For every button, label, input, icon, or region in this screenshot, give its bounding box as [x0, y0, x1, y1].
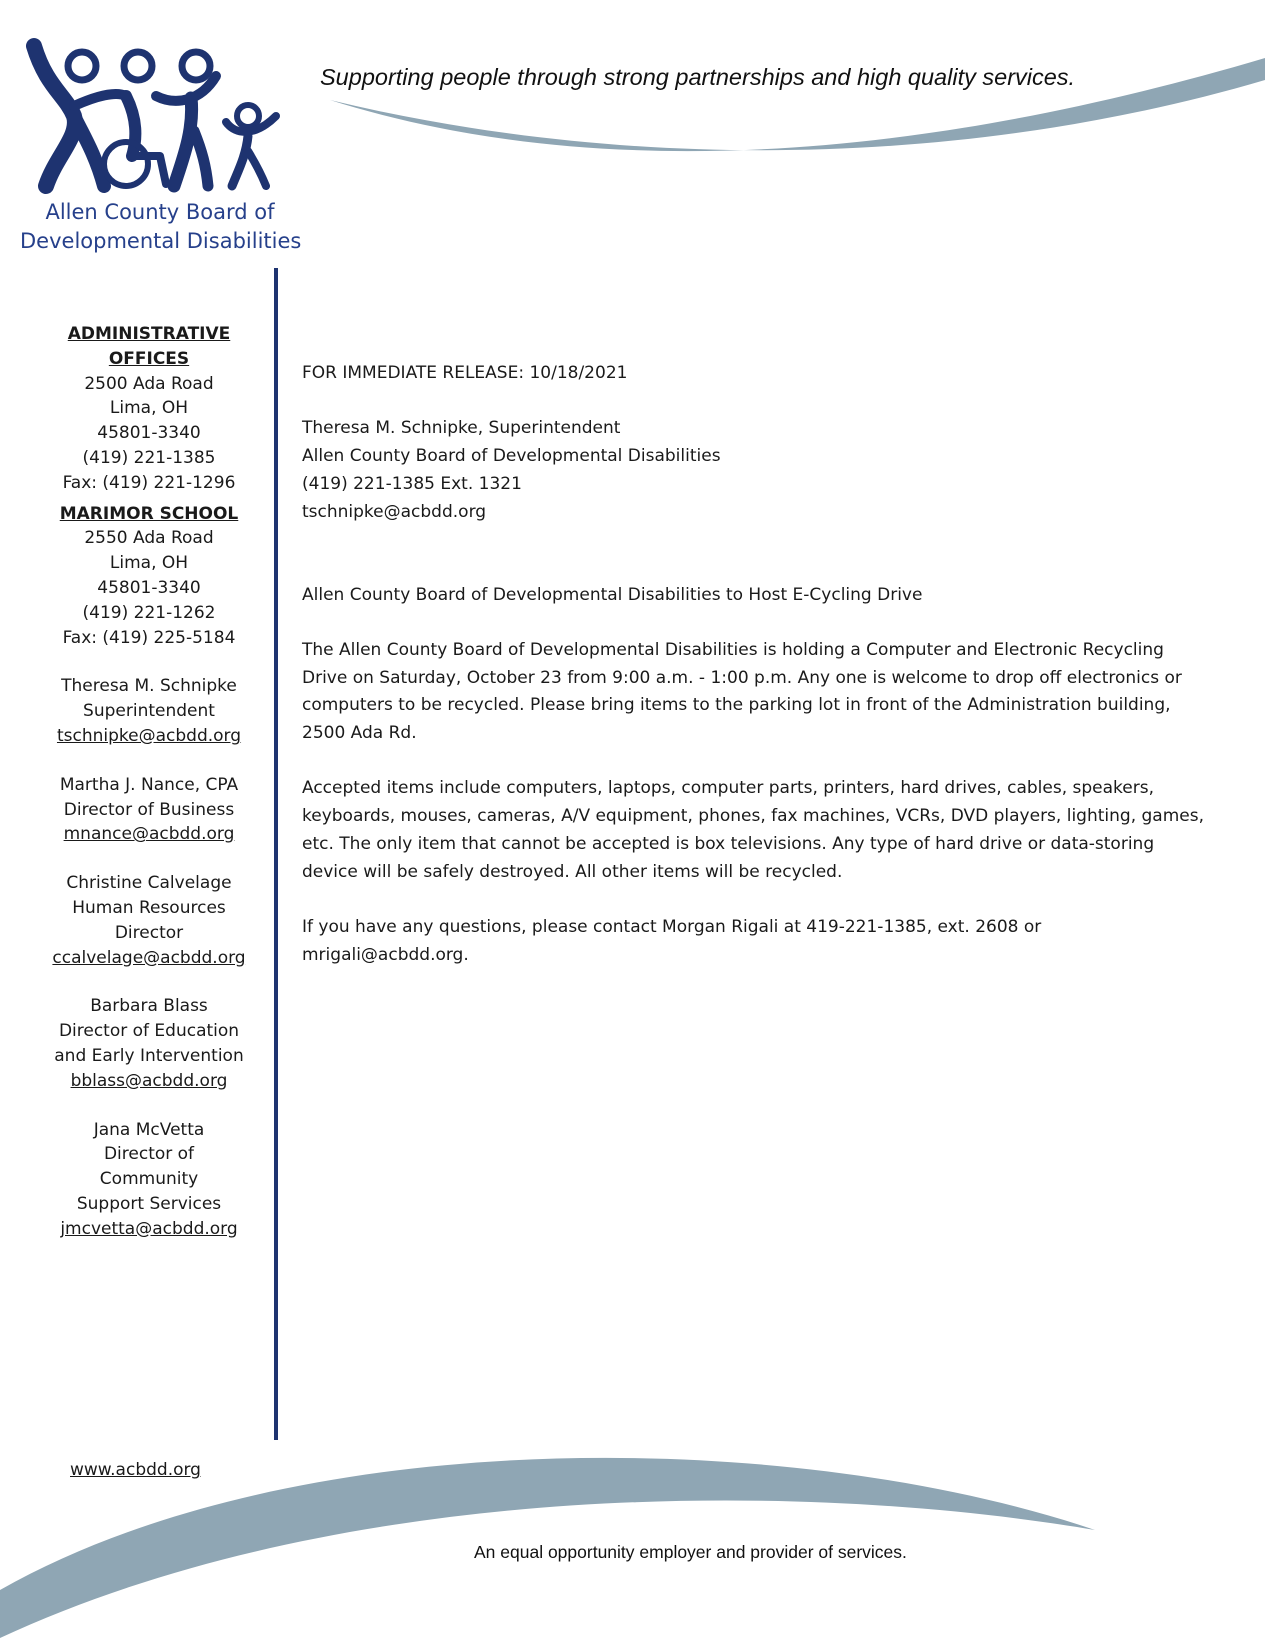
paragraph-line: keyboards, mouses, cameras, A/V equipment, phones, fax machines, VCRs, DVD players, lighting, games, [302, 806, 1204, 827]
admin-fax: Fax: (419) 221-1296 [62, 472, 236, 493]
organization-name [20, 198, 300, 256]
contact-email: tschnipke@acbdd.org [302, 501, 487, 522]
contact-title: Director of [103, 1144, 195, 1165]
contact-title: Director of Business [63, 799, 235, 820]
paragraph-line: If you have any questions, please contact Morgan Rigali at 419-221-1385, ext. 2608 or [302, 916, 1042, 937]
admin-offices-block [44, 322, 254, 496]
vertical-divider [274, 268, 278, 1440]
equal-opportunity-statement: An equal opportunity employer and provider of services. [474, 1542, 907, 1562]
contact-superintendent [44, 674, 254, 748]
admin-heading-line1: ADMINISTRATIVE [67, 324, 231, 344]
paragraph-line: The Allen County Board of Developmental Disabilities is holding a Computer and Electronic Recycling [302, 639, 1164, 660]
contact-title: Director of Education [58, 1021, 240, 1042]
contact-phone: (419) 221-1385 Ext. 1321 [302, 473, 522, 494]
contact-name: Theresa M. Schnipke [61, 676, 237, 697]
org-name-line2: Developmental Disabilities [20, 229, 302, 253]
press-release-body [302, 360, 1202, 997]
marimor-school-block [44, 502, 254, 651]
contact-community [44, 1118, 254, 1242]
admin-city: Lima, OH [109, 398, 189, 419]
contact-email-link[interactable]: mnance@acbdd.org [63, 824, 235, 845]
paragraph-line: computers to be recycled. Please bring items to the parking lot in front of the Administration building, [302, 695, 1171, 716]
contact-email-link[interactable]: bblass@acbdd.org [70, 1070, 228, 1091]
school-fax: Fax: (419) 225-5184 [62, 627, 236, 648]
contact-name: Christine Calvelage [66, 873, 232, 894]
school-zip: 45801-3340 [97, 577, 201, 598]
paragraph-line: mrigali@acbdd.org. [302, 944, 469, 965]
paragraph-1 [302, 637, 1202, 748]
contact-person: Theresa M. Schnipke, Superintendent [302, 418, 621, 439]
admin-zip: 45801-3340 [97, 423, 201, 444]
contact-name: Jana McVetta [93, 1119, 205, 1140]
contact-name: Martha J. Nance, CPA [59, 774, 239, 795]
school-city: Lima, OH [109, 553, 189, 574]
paragraph-3 [302, 914, 1202, 969]
contact-email-link[interactable]: ccalvelage@acbdd.org [52, 947, 246, 968]
contact-title: Director [114, 922, 184, 943]
admin-heading-line2: OFFICES [108, 348, 190, 369]
contact-org: Allen County Board of Developmental Disabilities [302, 446, 721, 467]
contact-hr [44, 871, 254, 970]
school-phone: (419) 221-1262 [82, 602, 216, 623]
release-date: FOR IMMEDIATE RELEASE: 10/18/2021 [302, 363, 628, 383]
contact-email-link[interactable]: jmcvetta@acbdd.org [60, 1218, 238, 1239]
contact-title: Human Resources [72, 897, 226, 918]
paragraph-line: etc. The only item that cannot be accepted is box televisions. Any type of hard drive or data-storing [302, 833, 1155, 854]
admin-address: 2500 Ada Road [84, 373, 214, 394]
contact-email-link[interactable]: tschnipke@acbdd.org [56, 725, 242, 746]
headline-text: Allen County Board of Developmental Disabilities to Host E-Cycling Drive [302, 584, 923, 605]
contact-title: Support Services [76, 1193, 222, 1214]
paragraph-line: Drive on Saturday, October 23 from 9:00 a.m. - 1:00 p.m. Any one is welcome to drop off electronics or [302, 667, 1182, 688]
school-address: 2550 Ada Road [84, 528, 214, 549]
paragraph-line: Accepted items include computers, laptops, computer parts, printers, hard drives, cables, speakers, [302, 778, 1154, 799]
contact-business [44, 773, 254, 847]
contact-title: and Early Intervention [54, 1045, 244, 1066]
paragraph-2 [302, 775, 1202, 886]
contact-education [44, 994, 254, 1093]
release-line [302, 360, 1202, 388]
paragraph-line: device will be safely destroyed. All other items will be recycled. [302, 861, 843, 882]
contact-info [302, 415, 1202, 526]
sidebar [44, 322, 254, 1242]
tagline: Supporting people through strong partnerships and high quality services. [320, 64, 1076, 90]
acbdd-logo [26, 36, 290, 198]
website-link[interactable]: www.acbdd.org [70, 1460, 201, 1480]
contact-name: Barbara Blass [90, 996, 208, 1017]
headline [302, 582, 1202, 610]
contact-title: Community [99, 1169, 199, 1190]
org-name-line1: Allen County Board of [45, 200, 275, 224]
school-heading: MARIMOR SCHOOL [59, 503, 239, 524]
paragraph-line: 2500 Ada Rd. [302, 723, 417, 744]
contact-title: Superintendent [83, 701, 215, 722]
admin-phone: (419) 221-1385 [82, 447, 216, 468]
